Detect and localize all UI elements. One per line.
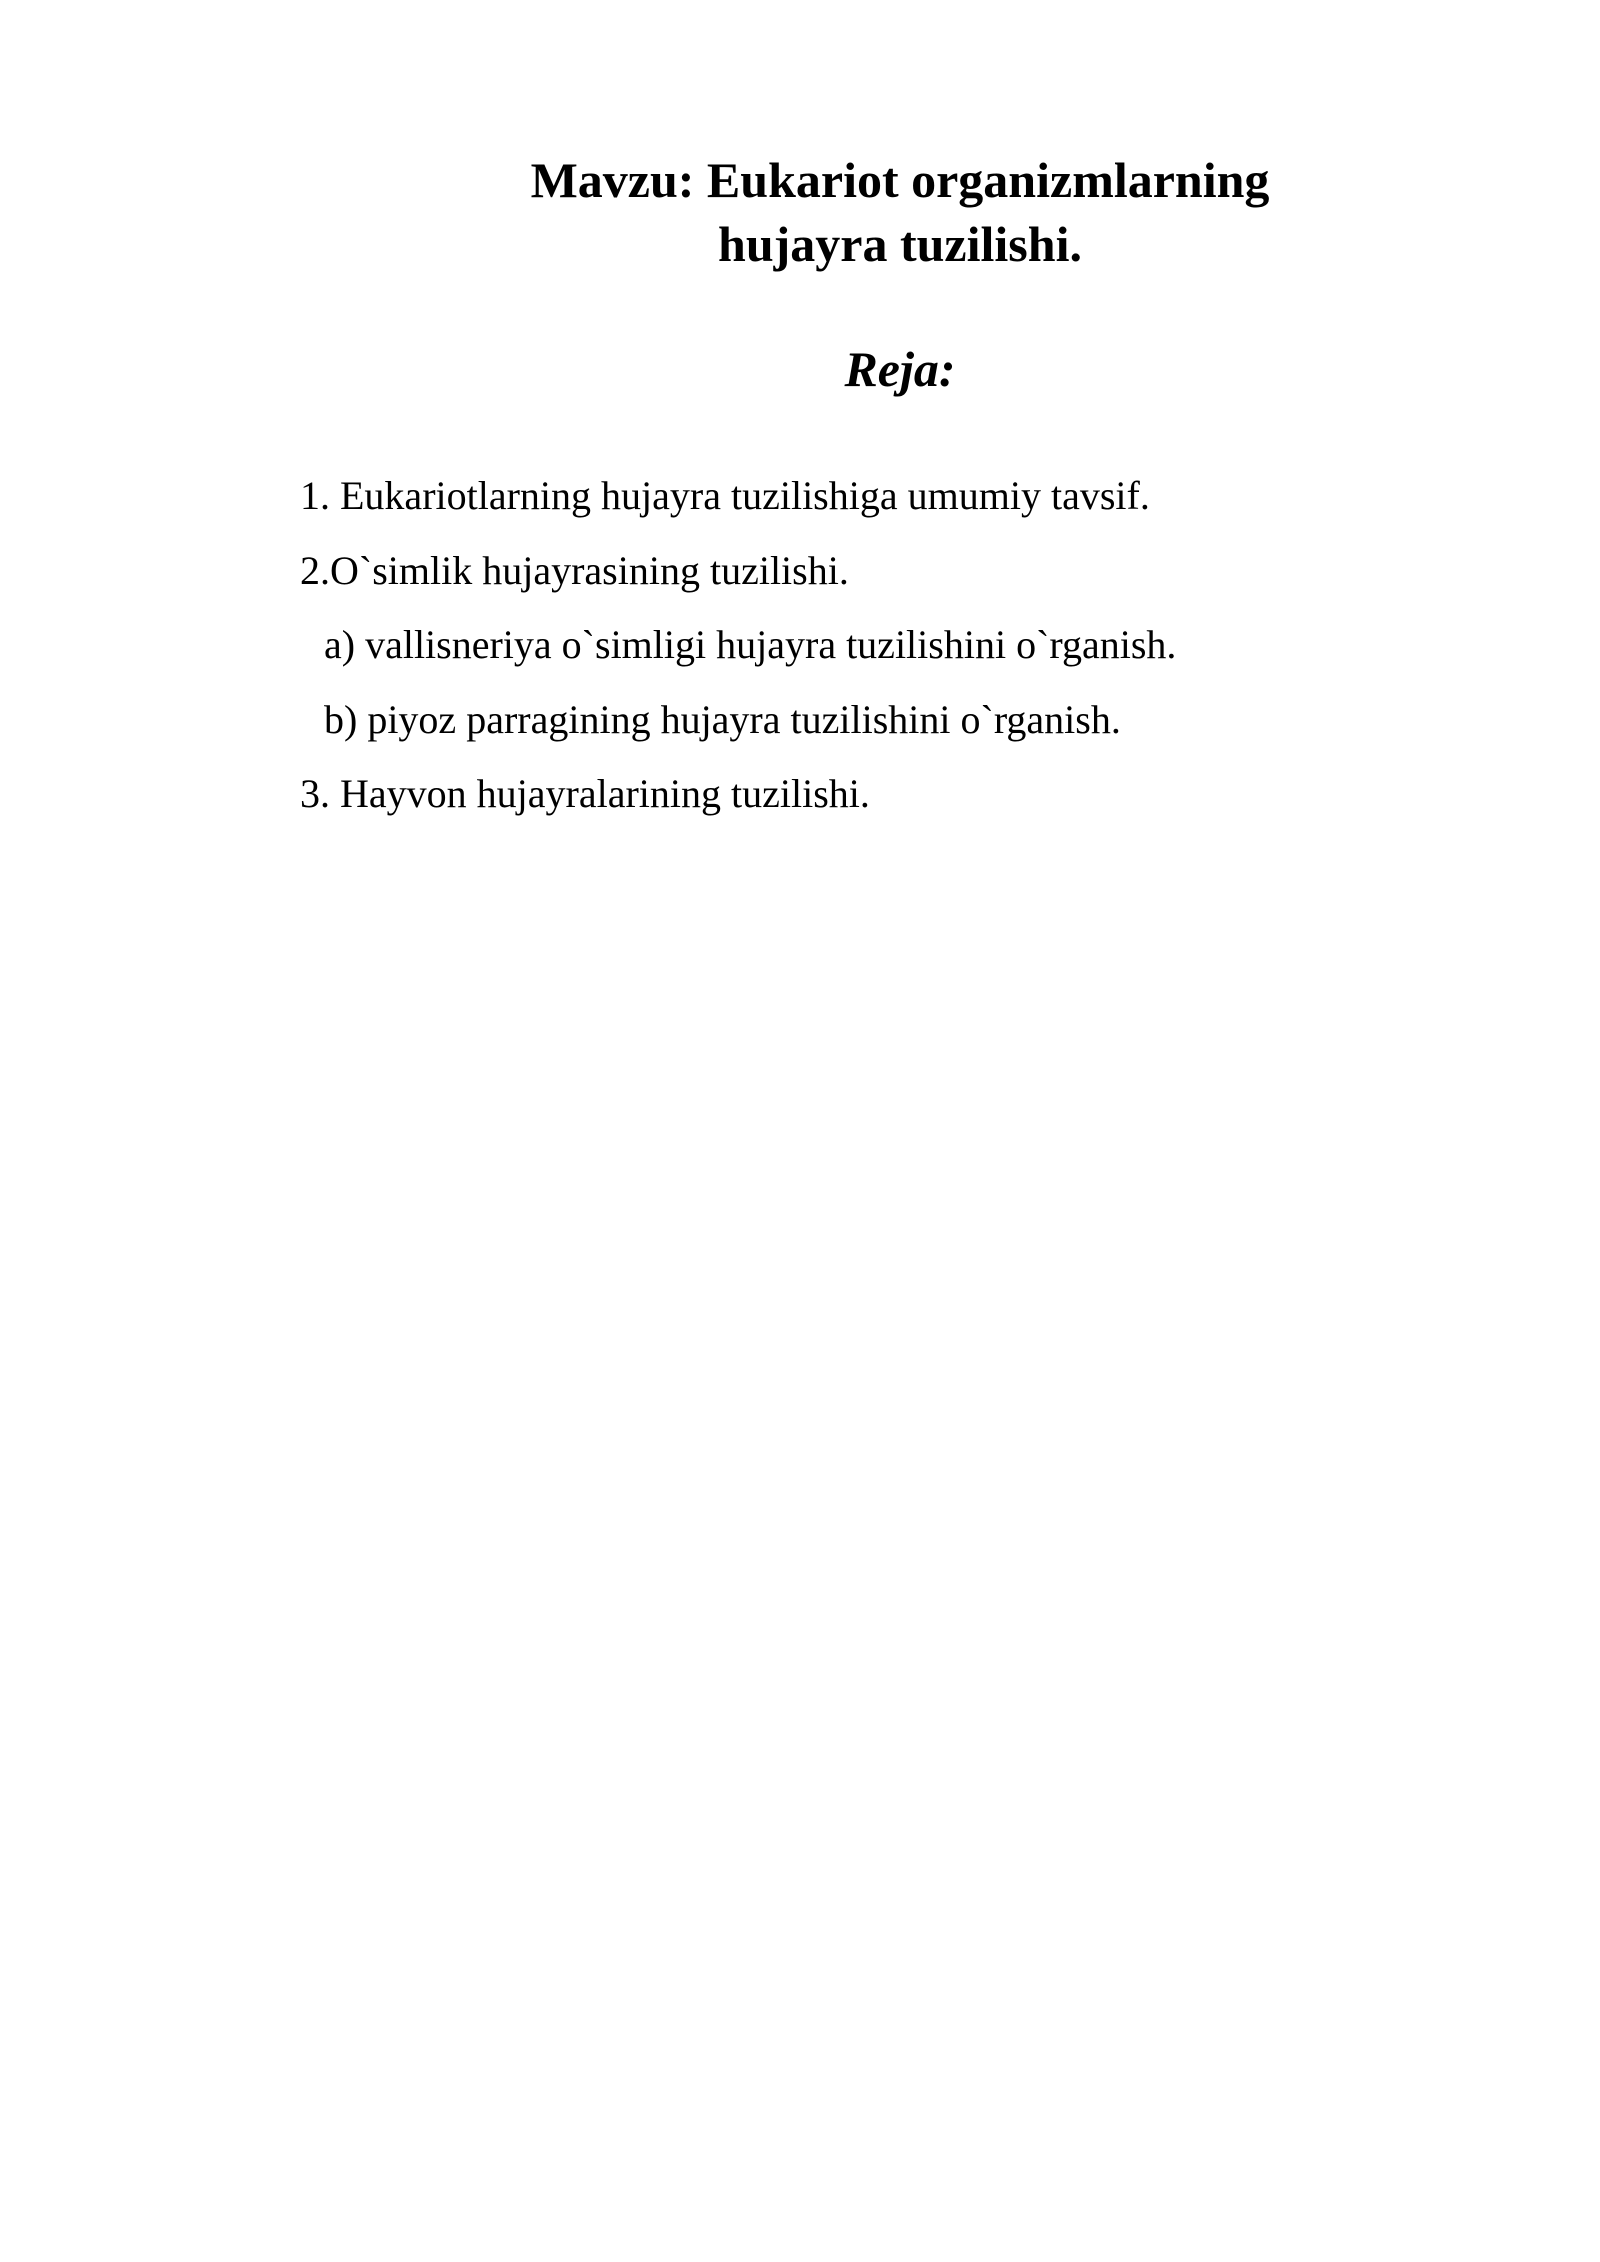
plan-list <box>300 471 1176 844</box>
plan-item-2: 2.O`simlik hujayrasining tuzilishi. <box>300 547 849 593</box>
document-title <box>300 148 1500 276</box>
plan-item-2a: a) vallisneriya o`simligi hujayra tuzilishini o`rganish. <box>324 622 1177 667</box>
plan-item-1: 1. Eukariotlarning hujayra tuzilishiga umumiy tavsif. <box>300 473 1150 518</box>
plan-heading: Reja: <box>844 341 956 397</box>
title-line-1: Mavzu: Eukariot organizmlarning <box>530 152 1270 208</box>
title-line-2: hujayra tuzilishi. <box>718 216 1082 272</box>
plan-item-2b: b) piyoz parragining hujayra tuzilishini o`rganish. <box>324 696 1121 742</box>
plan-item-3: 3. Hayvon hujayralarining tuzilishi. <box>300 771 870 816</box>
